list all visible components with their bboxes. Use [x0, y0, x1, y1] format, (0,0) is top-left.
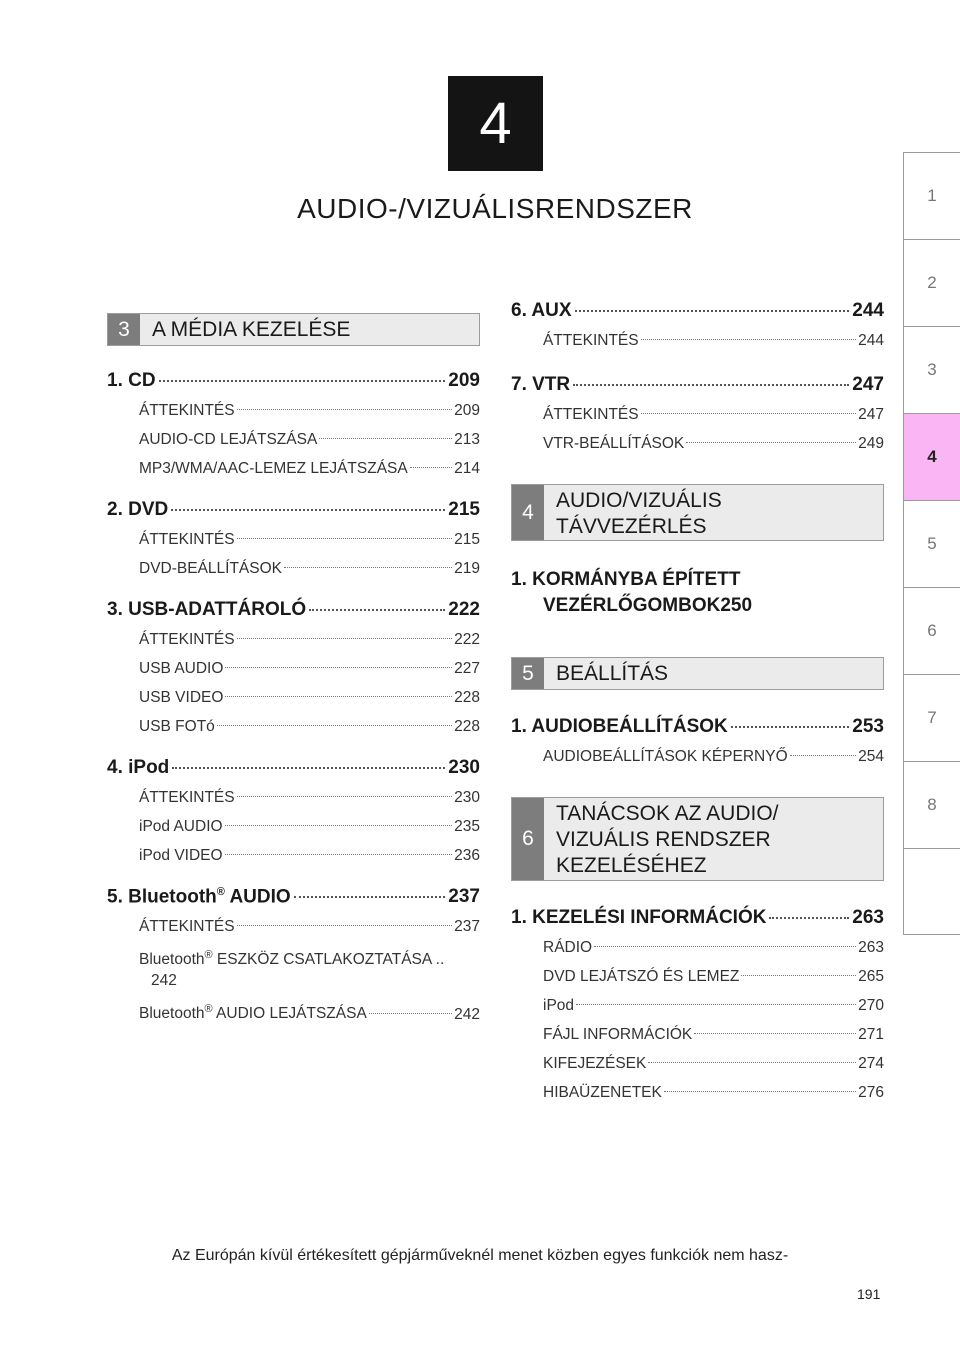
- toc-sub-entry[interactable]: VTR-BEÁLLÍTÁSOK 249: [543, 435, 884, 452]
- section-5-number: 5: [512, 658, 544, 689]
- toc-sub-entry[interactable]: USB AUDIO 227: [139, 660, 480, 677]
- tab-6[interactable]: 6: [903, 587, 960, 674]
- toc-sub-entry[interactable]: ÁTTEKINTÉS 244: [543, 332, 884, 349]
- toc-sub-entry[interactable]: RÁDIO 263: [543, 939, 884, 956]
- toc-sub-entry[interactable]: DVD-BEÁLLÍTÁSOK 219: [139, 560, 480, 577]
- section-6-title: TANÁCSOK AZ AUDIO/ VIZUÁLIS RENDSZER KEZELÉSÉHEZ: [556, 802, 779, 877]
- toc-sub-entry[interactable]: FÁJL INFORMÁCIÓK 271: [543, 1026, 884, 1043]
- page-number: 191: [857, 1286, 881, 1302]
- tab-3[interactable]: 3: [903, 326, 960, 413]
- toc-sub-entry[interactable]: ÁTTEKINTÉS 230: [139, 789, 480, 806]
- toc-sub-entry[interactable]: MP3/WMA/AAC-LEMEZ LEJÁTSZÁSA 214: [139, 460, 480, 477]
- toc-sub-entry[interactable]: DVD LEJÁTSZÓ ÉS LEMEZ 265: [543, 968, 884, 985]
- toc-right-column: [511, 300, 884, 1107]
- toc-entry-cd[interactable]: [107, 370, 480, 392]
- tab-2[interactable]: 2: [903, 239, 960, 326]
- section-6-header: [511, 797, 884, 881]
- toc-entry-dvd[interactable]: 2. DVD 215: [107, 499, 480, 520]
- tab-1[interactable]: 1: [903, 152, 960, 239]
- toc-entry-title: 1. CD: [107, 370, 156, 391]
- tab-7[interactable]: 7: [903, 674, 960, 761]
- toc-sub-entry[interactable]: iPod 270: [543, 997, 884, 1014]
- tab-5[interactable]: 5: [903, 500, 960, 587]
- toc-entry-vtr[interactable]: 7. VTR 247: [511, 374, 884, 395]
- toc-left-column: [107, 313, 480, 1024]
- tab-8[interactable]: 8: [903, 761, 960, 848]
- toc-entry-audio-settings[interactable]: 1. AUDIOBEÁLLÍTÁSOK 253: [511, 716, 884, 737]
- toc-sub-entry[interactable]: iPod VIDEO 236: [139, 847, 480, 864]
- toc-sub-entry[interactable]: USB FOTó 228: [139, 718, 480, 735]
- toc-entry-operating-info[interactable]: 1. KEZELÉSI INFORMÁCIÓK 263: [511, 907, 884, 928]
- toc-sub-entry[interactable]: HIBAÜZENETEK 276: [543, 1084, 884, 1101]
- toc-sub-entry[interactable]: ÁTTEKINTÉS 247: [543, 406, 884, 423]
- section-4-number: 4: [512, 485, 544, 540]
- toc-entry-page: 209: [448, 370, 480, 391]
- toc-sub-entry[interactable]: ÁTTEKINTÉS 222: [139, 631, 480, 648]
- chapter-tabs: [903, 152, 960, 935]
- toc-sub-entry[interactable]: AUDIO-CD LEJÁTSZÁSA 213: [139, 431, 480, 448]
- section-5-header: [511, 657, 884, 690]
- chapter-number-box: [448, 76, 543, 171]
- section-3-header: [107, 313, 480, 346]
- toc-sub-entry[interactable]: ÁTTEKINTÉS 209: [139, 402, 480, 419]
- section-4-title: AUDIO/VIZUÁLIS TÁVVEZÉRLÉS: [556, 489, 722, 538]
- toc-sub-entry[interactable]: Bluetooth® AUDIO LEJÁTSZÁSA 242: [139, 1003, 480, 1023]
- section-6-number: 6: [512, 798, 544, 880]
- toc-entry-ipod[interactable]: 4. iPod 230: [107, 757, 480, 778]
- section-4-header: [511, 484, 884, 541]
- tab-4[interactable]: 4: [903, 413, 960, 500]
- toc-sub-entry[interactable]: Bluetooth® ESZKÖZ CSATLAKOZTATÁSA .. 242: [139, 949, 445, 990]
- tab-empty: [903, 848, 960, 935]
- toc-sub-entry[interactable]: ÁTTEKINTÉS 237: [139, 918, 480, 936]
- toc-sub-entry[interactable]: AUDIOBEÁLLÍTÁSOK KÉPERNYŐ 254: [543, 748, 884, 765]
- section-3-title: A MÉDIA KEZELÉSE: [152, 317, 351, 341]
- chapter-number: 4: [479, 91, 512, 156]
- toc-entry-bluetooth[interactable]: 5. Bluetooth® AUDIO 237: [107, 886, 480, 908]
- toc-sub-entry[interactable]: iPod AUDIO 235: [139, 818, 480, 835]
- toc-entry-usb[interactable]: 3. USB-ADATTÁROLÓ 222: [107, 599, 480, 620]
- toc-sub-entry[interactable]: ÁTTEKINTÉS 215: [139, 531, 480, 548]
- toc-entry-steering-controls[interactable]: 1. KORMÁNYBA ÉPÍTETT VEZÉRLŐGOMBOK250: [511, 569, 753, 616]
- footer-note: Az Európán kívül értékesített gépjárműveknél menet közben egyes funkciók nem hasz-: [171, 1247, 789, 1264]
- toc-sub-entry[interactable]: KIFEJEZÉSEK 274: [543, 1055, 884, 1072]
- chapter-title: AUDIO-/VIZUÁLISRENDSZER: [297, 193, 693, 224]
- section-3-number: 3: [108, 314, 140, 345]
- section-5-title: BEÁLLÍTÁS: [556, 661, 669, 685]
- toc-entry-aux[interactable]: 6. AUX 244: [511, 300, 884, 321]
- toc-sub-entry[interactable]: USB VIDEO 228: [139, 689, 480, 706]
